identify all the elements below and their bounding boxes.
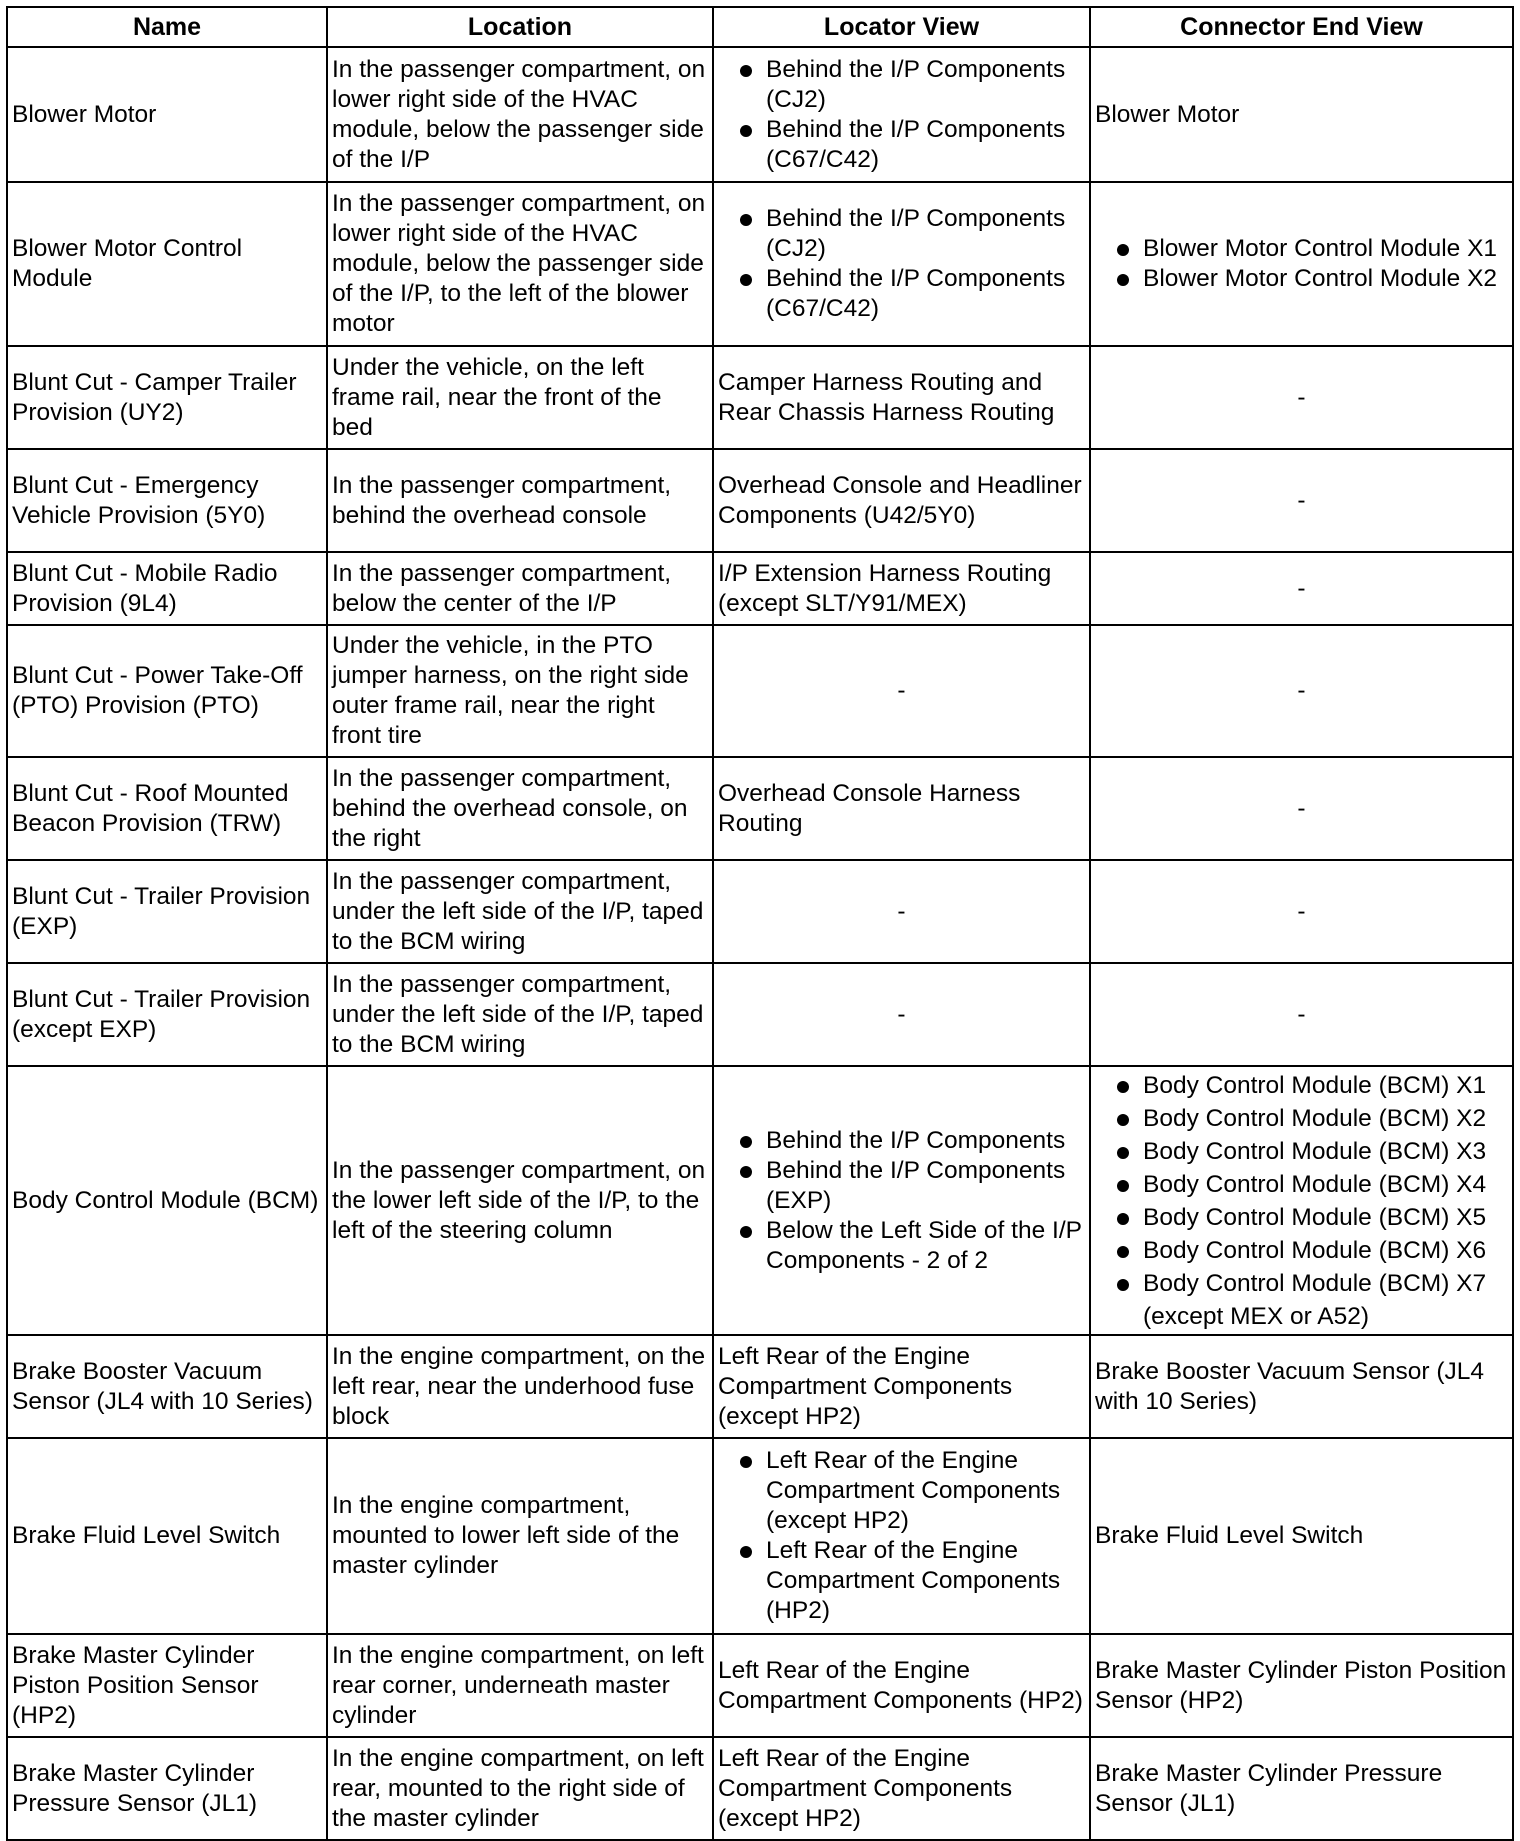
connector-item: Body Control Module (BCM) X2	[1095, 1102, 1508, 1135]
connector-item: Body Control Module (BCM) X1	[1095, 1069, 1508, 1102]
header-location: Location	[327, 7, 713, 47]
table-row	[7, 182, 1513, 346]
cell-location: In the passenger compartment, below the center of the I/P	[327, 552, 713, 625]
cell-locator-view: -	[713, 625, 1090, 757]
cell-name: Blunt Cut - Trailer Provision (EXP)	[7, 860, 327, 963]
cell-connector-end-view: -	[1090, 625, 1513, 757]
cell-locator-view: I/P Extension Harness Routing (except SLT/Y91/MEX)	[713, 552, 1090, 625]
cell-connector-end-view: -	[1090, 552, 1513, 625]
cell-connector-end-view: -	[1090, 963, 1513, 1066]
cell-location: In the passenger compartment, behind the overhead console, on the right	[327, 757, 713, 860]
cell-location: Under the vehicle, in the PTO jumper harness, on the right side outer frame rail, near the right front tire	[327, 625, 713, 757]
table-row	[7, 625, 1513, 757]
cell-connector-end-view: Brake Booster Vacuum Sensor (JL4 with 10 Series)	[1090, 1335, 1513, 1438]
cell-connector-end-view: Brake Fluid Level Switch	[1090, 1438, 1513, 1634]
cell-name: Blunt Cut - Emergency Vehicle Provision (5Y0)	[7, 449, 327, 552]
cell-connector-end-view: -	[1090, 757, 1513, 860]
table-row	[7, 1335, 1513, 1438]
cell-name: Brake Master Cylinder Pressure Sensor (JL1)	[7, 1737, 327, 1840]
cell-locator-view	[713, 1066, 1090, 1335]
component-locator-document	[6, 6, 1512, 1841]
cell-name: Brake Master Cylinder Piston Position Sensor (HP2)	[7, 1634, 327, 1737]
locator-item: Behind the I/P Components (CJ2)	[718, 55, 1085, 115]
table-row	[7, 1634, 1513, 1737]
component-locator-table	[6, 6, 1514, 1841]
cell-connector-end-view	[1090, 182, 1513, 346]
locator-item: Behind the I/P Components (CJ2)	[718, 204, 1085, 264]
locator-list	[718, 1446, 1085, 1626]
table-row	[7, 552, 1513, 625]
cell-connector-end-view: Blower Motor	[1090, 47, 1513, 182]
cell-name: Brake Fluid Level Switch	[7, 1438, 327, 1634]
cell-location: In the passenger compartment, behind the overhead console	[327, 449, 713, 552]
connector-item: Blower Motor Control Module X2	[1095, 264, 1508, 294]
table-row	[7, 963, 1513, 1066]
cell-location: In the passenger compartment, on the lower left side of the I/P, to the left of the steering column	[327, 1066, 713, 1335]
table-row	[7, 757, 1513, 860]
locator-item: Behind the I/P Components (C67/C42)	[718, 264, 1085, 324]
connector-item: Body Control Module (BCM) X4	[1095, 1168, 1508, 1201]
header-connector-end-view: Connector End View	[1090, 7, 1513, 47]
cell-locator-view: Left Rear of the Engine Compartment Components (except HP2)	[713, 1335, 1090, 1438]
table-row	[7, 346, 1513, 449]
locator-item: Behind the I/P Components (EXP)	[718, 1156, 1085, 1216]
cell-location: In the passenger compartment, under the left side of the I/P, taped to the BCM wiring	[327, 963, 713, 1066]
cell-locator-view: -	[713, 860, 1090, 963]
table-row	[7, 1066, 1513, 1335]
cell-name: Blunt Cut - Roof Mounted Beacon Provision (TRW)	[7, 757, 327, 860]
cell-location: In the passenger compartment, on lower right side of the HVAC module, below the passenger side of the I/P, to the left of the blower motor	[327, 182, 713, 346]
locator-item: Left Rear of the Engine Compartment Components (except HP2)	[718, 1446, 1085, 1536]
cell-connector-end-view: -	[1090, 346, 1513, 449]
cell-locator-view	[713, 1438, 1090, 1634]
connector-item: Blower Motor Control Module X1	[1095, 234, 1508, 264]
cell-connector-end-view: -	[1090, 860, 1513, 963]
cell-locator-view: Overhead Console and Headliner Components (U42/5Y0)	[713, 449, 1090, 552]
cell-locator-view: Overhead Console Harness Routing	[713, 757, 1090, 860]
cell-location: In the engine compartment, mounted to lower left side of the master cylinder	[327, 1438, 713, 1634]
cell-connector-end-view: -	[1090, 449, 1513, 552]
header-row	[7, 7, 1513, 47]
header-name: Name	[7, 7, 327, 47]
table-row	[7, 47, 1513, 182]
header-locator-view: Locator View	[713, 7, 1090, 47]
cell-locator-view: Left Rear of the Engine Compartment Components (except HP2)	[713, 1737, 1090, 1840]
locator-item: Left Rear of the Engine Compartment Components (HP2)	[718, 1536, 1085, 1626]
connector-list	[1095, 1069, 1508, 1333]
cell-location: In the passenger compartment, on lower right side of the HVAC module, below the passenger side of the I/P	[327, 47, 713, 182]
connector-item: Body Control Module (BCM) X5	[1095, 1201, 1508, 1234]
cell-name: Blunt Cut - Mobile Radio Provision (9L4)	[7, 552, 327, 625]
cell-location: Under the vehicle, on the left frame rail, near the front of the bed	[327, 346, 713, 449]
cell-locator-view	[713, 182, 1090, 346]
cell-connector-end-view: Brake Master Cylinder Pressure Sensor (JL1)	[1090, 1737, 1513, 1840]
cell-location: In the engine compartment, on left rear, mounted to the right side of the master cylinder	[327, 1737, 713, 1840]
cell-connector-end-view: Brake Master Cylinder Piston Position Sensor (HP2)	[1090, 1634, 1513, 1737]
table-row	[7, 1438, 1513, 1634]
table-row	[7, 449, 1513, 552]
locator-list	[718, 204, 1085, 324]
cell-name: Blower Motor	[7, 47, 327, 182]
cell-name: Blunt Cut - Trailer Provision (except EXP)	[7, 963, 327, 1066]
locator-item: Behind the I/P Components	[718, 1126, 1085, 1156]
locator-item: Below the Left Side of the I/P Components - 2 of 2	[718, 1216, 1085, 1276]
connector-item: Body Control Module (BCM) X6	[1095, 1234, 1508, 1267]
cell-name: Blunt Cut - Power Take-Off (PTO) Provision (PTO)	[7, 625, 327, 757]
table-row	[7, 1737, 1513, 1840]
cell-name: Body Control Module (BCM)	[7, 1066, 327, 1335]
cell-locator-view: Camper Harness Routing and Rear Chassis Harness Routing	[713, 346, 1090, 449]
connector-item: Body Control Module (BCM) X3	[1095, 1135, 1508, 1168]
cell-location: In the passenger compartment, under the left side of the I/P, taped to the BCM wiring	[327, 860, 713, 963]
cell-name: Blower Motor Control Module	[7, 182, 327, 346]
locator-item: Behind the I/P Components (C67/C42)	[718, 115, 1085, 175]
cell-location: In the engine compartment, on the left rear, near the underhood fuse block	[327, 1335, 713, 1438]
table-row	[7, 860, 1513, 963]
locator-list	[718, 55, 1085, 175]
cell-location: In the engine compartment, on left rear corner, underneath master cylinder	[327, 1634, 713, 1737]
cell-name: Brake Booster Vacuum Sensor (JL4 with 10 Series)	[7, 1335, 327, 1438]
cell-name: Blunt Cut - Camper Trailer Provision (UY2)	[7, 346, 327, 449]
cell-connector-end-view	[1090, 1066, 1513, 1335]
connector-item: Body Control Module (BCM) X7 (except MEX or A52)	[1095, 1267, 1508, 1333]
cell-locator-view	[713, 47, 1090, 182]
connector-list	[1095, 234, 1508, 294]
locator-list	[718, 1126, 1085, 1276]
cell-locator-view: Left Rear of the Engine Compartment Components (HP2)	[713, 1634, 1090, 1737]
cell-locator-view: -	[713, 963, 1090, 1066]
